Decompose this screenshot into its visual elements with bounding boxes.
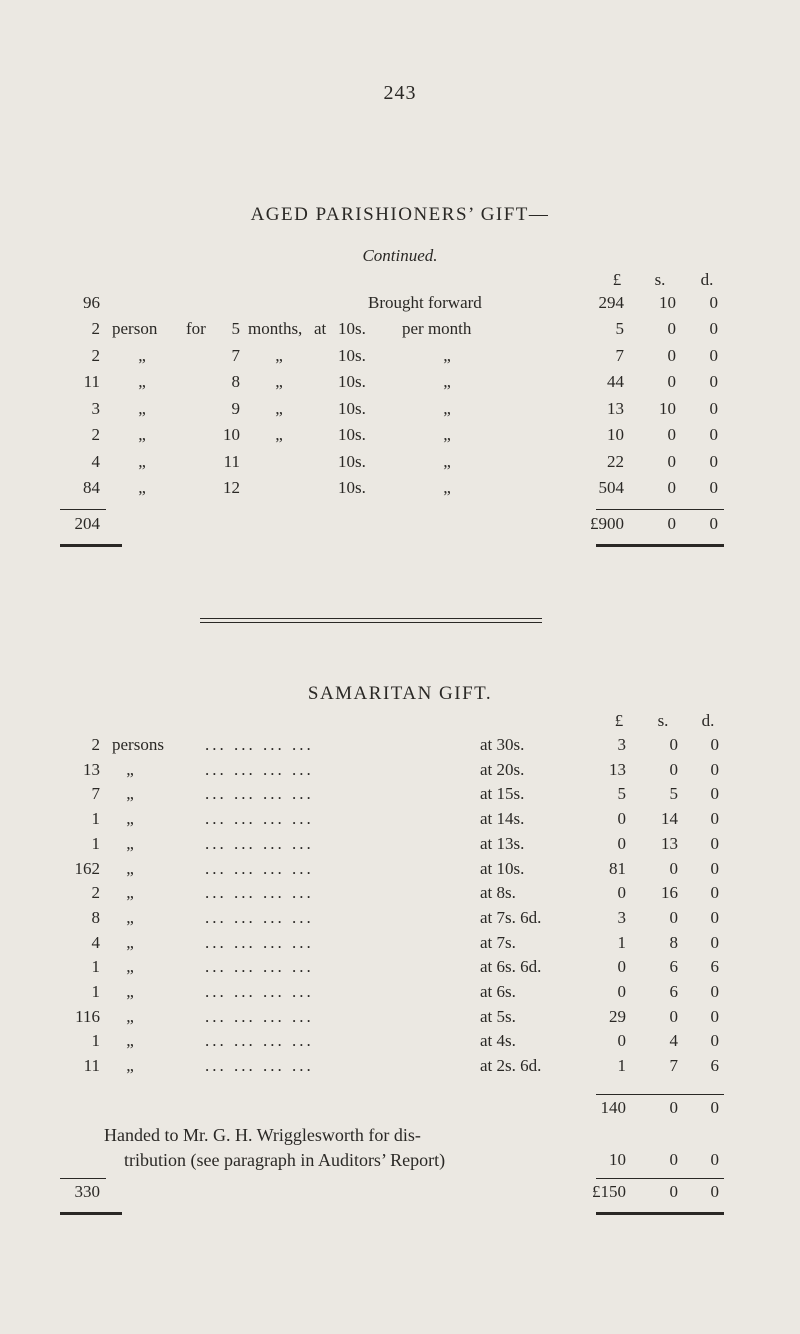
per: „ [443, 345, 451, 365]
rate: at 8s. [480, 883, 516, 903]
shillings: 0 [669, 759, 678, 779]
pounds: 5 [617, 784, 626, 804]
who: „ [126, 1056, 134, 1076]
rate: 10s. [338, 425, 366, 444]
for: for [186, 319, 206, 338]
total-count: 204 [74, 514, 100, 533]
rate: at 5s. [480, 1006, 516, 1026]
who: „ [126, 833, 134, 853]
pence: 0 [710, 1006, 719, 1026]
section-title: SAMARITAN GIFT. [307, 683, 493, 704]
shillings: 13 [661, 833, 678, 853]
months: 9 [231, 398, 240, 418]
rate: 10s. [338, 398, 366, 418]
rate: 10s. [338, 372, 366, 391]
rate: at 10s. [480, 858, 525, 878]
pounds: 7 [615, 345, 624, 365]
per: „ [443, 478, 451, 497]
dot-leader: ... ... ... ... [205, 833, 314, 853]
pounds: 294 [598, 293, 624, 312]
who: „ [126, 1006, 134, 1026]
who: „ [126, 957, 134, 977]
handed-pounds: 10 [609, 1150, 626, 1169]
who: „ [138, 451, 146, 471]
section-title: AGED PARISHIONERS’ GIFT— [250, 204, 550, 225]
who: „ [126, 982, 134, 1001]
subtotal-pounds: 140 [600, 1098, 626, 1117]
pence: 0 [710, 907, 719, 927]
per: „ [443, 451, 451, 471]
who: „ [138, 478, 146, 497]
dot-leader: ... ... ... ... [205, 957, 314, 977]
pence: 0 [709, 319, 718, 338]
months: 5 [231, 319, 240, 338]
count: 7 [91, 784, 100, 804]
unit: „ [275, 425, 283, 444]
double-rule [596, 544, 724, 547]
total-shillings: 0 [667, 514, 676, 533]
shillings: 6 [669, 957, 678, 977]
total-pence: 0 [710, 1182, 719, 1201]
at: at [314, 319, 327, 338]
shillings: 10 [659, 398, 676, 418]
rate: at 7s. [480, 932, 516, 952]
who: „ [126, 784, 134, 804]
count: 1 [91, 1031, 100, 1051]
unit: „ [275, 398, 283, 418]
months: 8 [231, 372, 240, 391]
who: „ [126, 932, 134, 952]
rate: 10s. [338, 345, 366, 365]
count: 2 [91, 319, 100, 338]
dot-leader: ... ... ... ... [205, 809, 314, 829]
per: per month [402, 319, 472, 338]
per: „ [443, 372, 451, 391]
unit: months, [248, 319, 303, 338]
count: 13 [83, 759, 100, 779]
who: „ [138, 398, 146, 418]
rate: at 14s. [480, 809, 525, 829]
pence: 6 [710, 957, 719, 977]
handed-text-line1: Handed to Mr. G. H. Wrigglesworth for dis- [104, 1125, 421, 1145]
count: 2 [91, 735, 100, 754]
pounds: 1 [617, 932, 626, 952]
shillings: 5 [669, 784, 678, 804]
pounds: 5 [615, 319, 624, 338]
count: 84 [83, 478, 100, 497]
brought-forward-label: Brought forward [368, 293, 482, 312]
pounds: 0 [617, 883, 626, 903]
total-pounds: £150 [592, 1182, 626, 1201]
dot-leader: ... ... ... ... [205, 907, 314, 927]
pounds: 13 [609, 759, 626, 779]
dot-leader: ... ... ... ... [205, 1031, 314, 1051]
count: 4 [91, 932, 100, 952]
pounds: 29 [609, 1006, 626, 1026]
handed-shillings: 0 [669, 1150, 678, 1169]
pounds: 0 [617, 833, 626, 853]
col-header-shillings: s. [654, 270, 666, 289]
section-divider [200, 622, 542, 623]
pence: 6 [710, 1056, 719, 1076]
col-header-pounds: £ [614, 711, 624, 730]
double-rule [60, 544, 122, 547]
pounds: 44 [607, 372, 624, 391]
shillings: 14 [661, 809, 678, 829]
pence: 0 [710, 784, 719, 804]
pounds: 0 [617, 1031, 626, 1051]
months: 12 [223, 478, 240, 497]
who: „ [138, 425, 146, 444]
dot-leader: ... ... ... ... [205, 1056, 314, 1076]
dot-leader: ... ... ... ... [205, 982, 314, 1001]
shillings: 0 [667, 345, 676, 365]
col-header-pence: d. [700, 270, 714, 289]
pence: 0 [710, 858, 719, 878]
who: „ [138, 345, 146, 365]
months: 11 [223, 451, 240, 471]
months: 7 [231, 345, 240, 365]
shillings: 0 [669, 858, 678, 878]
unit: „ [275, 345, 283, 365]
rate: at 7s. 6d. [480, 907, 542, 927]
count: 11 [83, 1056, 100, 1076]
shillings: 16 [661, 883, 678, 903]
who: persons [112, 735, 164, 754]
total-pounds: £900 [590, 514, 624, 533]
col-header-shillings: s. [657, 711, 669, 730]
shillings: 0 [667, 425, 676, 444]
per: „ [443, 425, 451, 444]
pence: 0 [710, 735, 719, 754]
who: „ [138, 372, 146, 391]
subtotal-pence: 0 [710, 1098, 719, 1117]
pounds: 3 [617, 907, 626, 927]
shillings: 10 [659, 293, 676, 312]
dot-leader: ... ... ... ... [205, 883, 314, 903]
who: „ [126, 809, 134, 829]
pence: 0 [709, 478, 718, 497]
pence: 0 [710, 833, 719, 853]
count: 116 [75, 1006, 100, 1026]
count: 96 [83, 293, 100, 312]
rate: 10s. [338, 478, 366, 497]
count: 2 [91, 425, 100, 444]
pounds: 0 [617, 982, 626, 1001]
rate: 10s. [338, 319, 366, 338]
total-pence: 0 [709, 514, 718, 533]
rate: 10s. [338, 451, 366, 471]
count: 11 [83, 372, 100, 391]
shillings: 8 [669, 932, 678, 952]
pence: 0 [710, 932, 719, 952]
pounds: 13 [607, 398, 624, 418]
section-subtitle: Continued. [362, 246, 438, 265]
section-divider [200, 618, 542, 619]
who: „ [126, 883, 134, 903]
who: „ [126, 907, 134, 927]
shillings: 7 [669, 1056, 678, 1076]
pounds: 81 [609, 858, 626, 878]
months: 10 [223, 425, 240, 444]
pence: 0 [709, 398, 718, 418]
rate: at 2s. 6d. [480, 1056, 542, 1076]
pounds: 0 [617, 809, 626, 829]
rate: at 20s. [480, 759, 525, 779]
pence: 0 [710, 982, 719, 1001]
count: 4 [91, 451, 100, 471]
rule [596, 1178, 724, 1179]
count: 8 [91, 907, 100, 927]
total-shillings: 0 [669, 1182, 678, 1201]
count: 2 [91, 883, 100, 903]
per: „ [443, 398, 451, 418]
dot-leader: ... ... ... ... [205, 932, 314, 952]
shillings: 0 [669, 1006, 678, 1026]
rate: at 4s. [480, 1031, 516, 1051]
col-header-pounds: £ [612, 270, 622, 289]
count: 1 [91, 833, 100, 853]
who: person [112, 319, 158, 338]
count: 2 [91, 345, 100, 365]
count: 1 [91, 982, 100, 1001]
double-rule [596, 1212, 724, 1215]
pounds: 504 [598, 478, 624, 497]
rule [596, 509, 724, 510]
shillings: 0 [667, 451, 676, 471]
count: 1 [91, 957, 100, 977]
pounds: 3 [617, 735, 626, 754]
pence: 0 [710, 1031, 719, 1051]
pence: 0 [710, 759, 719, 779]
unit: „ [275, 372, 283, 391]
pence: 0 [709, 451, 718, 471]
dot-leader: ... ... ... ... [205, 735, 314, 754]
who: „ [126, 1031, 134, 1051]
rate: at 6s. 6d. [480, 957, 542, 977]
shillings: 0 [667, 478, 676, 497]
shillings: 6 [669, 982, 678, 1001]
pounds: 10 [607, 425, 624, 444]
dot-leader: ... ... ... ... [205, 759, 314, 779]
pence: 0 [710, 883, 719, 903]
shillings: 0 [669, 735, 678, 754]
dot-leader: ... ... ... ... [205, 1006, 314, 1026]
handed-text-line2: tribution (see paragraph in Auditors’ Report) [124, 1150, 446, 1170]
pounds: 0 [617, 957, 626, 977]
pence: 0 [709, 293, 718, 312]
dot-leader: ... ... ... ... [205, 858, 314, 878]
double-rule [60, 1212, 122, 1215]
count: 3 [91, 398, 100, 418]
shillings: 0 [667, 372, 676, 391]
shillings: 0 [669, 907, 678, 927]
pounds: 22 [607, 451, 624, 471]
dot-leader: ... ... ... ... [205, 784, 314, 804]
rule [596, 1094, 724, 1095]
rule [60, 509, 106, 510]
who: „ [126, 858, 134, 878]
pence: 0 [710, 809, 719, 829]
pence: 0 [709, 372, 718, 391]
count: 1 [91, 809, 100, 829]
pence: 0 [709, 425, 718, 444]
rate: at 13s. [480, 833, 525, 853]
shillings: 4 [669, 1031, 678, 1051]
count: 162 [74, 858, 100, 878]
rule [60, 1178, 106, 1179]
page-number: 243 [383, 82, 417, 104]
who: „ [126, 759, 134, 779]
shillings: 0 [667, 319, 676, 338]
rate: at 6s. [480, 982, 516, 1001]
rate: at 30s. [480, 735, 525, 754]
pence: 0 [709, 345, 718, 365]
rate: at 15s. [480, 784, 525, 804]
col-header-pence: d. [701, 711, 715, 730]
total-count: 330 [74, 1182, 100, 1201]
pounds: 1 [617, 1056, 626, 1076]
subtotal-shillings: 0 [669, 1098, 678, 1117]
handed-pence: 0 [710, 1150, 719, 1169]
